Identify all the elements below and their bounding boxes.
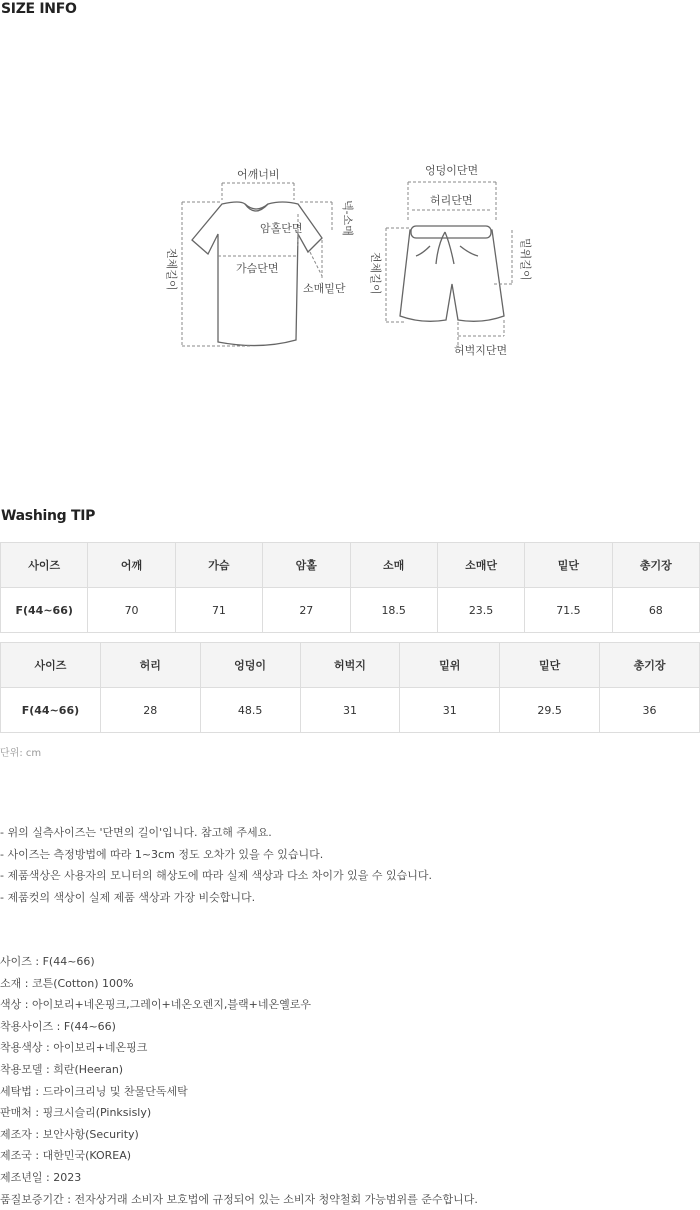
- size-info-title: SIZE INFO: [1, 1, 77, 17]
- label-shoulder: 어깨너비: [237, 168, 280, 181]
- size-diagram: [160, 160, 540, 360]
- table-header-cell: 어깨: [88, 543, 175, 588]
- label-sleeve-hem: 소매밑단: [303, 282, 346, 295]
- spec-item: 판매처 : 핑크시슬리(Pinksisly): [0, 1106, 152, 1120]
- table-cell: F(44~66): [1, 688, 101, 733]
- product-specs: [0, 951, 478, 1210]
- label-neck-sleeve: 넥-소매: [341, 200, 354, 236]
- table-cell: 31: [300, 688, 400, 733]
- table-header-cell: 소매단: [437, 543, 524, 588]
- spec-item: 세탁법 : 드라이크리닝 및 찬물단독세탁: [0, 1084, 188, 1098]
- spec-item: 품질보증기간 : 전자상거래 소비자 보호법에 규정되어 있는 소비자 청약철회 가능범위를 준수합니다.: [0, 1192, 478, 1206]
- table-cell: 18.5: [350, 588, 437, 633]
- note-item: - 위의 실측사이즈는 '단면의 길이'입니다. 참고해 주세요.: [0, 826, 272, 839]
- washing-tip-title: Washing TIP: [1, 508, 96, 524]
- table-cell: 31: [400, 688, 500, 733]
- unit-note: 단위: cm: [0, 748, 42, 759]
- bottom-size-table: [0, 642, 700, 733]
- table-header-cell: 가슴: [175, 543, 262, 588]
- table-cell: 29.5: [500, 688, 600, 733]
- spec-item: 사이즈 : F(44~66): [0, 955, 95, 968]
- table-header-cell: 암홀: [263, 543, 350, 588]
- table-cell: 68: [612, 588, 699, 633]
- spec-item: 착용색상 : 아이보리+네온핑크: [0, 1041, 148, 1055]
- spec-item: 제조국 : 대한민국(KOREA): [0, 1149, 132, 1163]
- table-row: [1, 588, 700, 633]
- shorts-illustration: [400, 226, 504, 321]
- label-waist: 허리단면: [430, 194, 473, 207]
- top-size-table: [0, 542, 700, 633]
- spec-item: 착용사이즈 : F(44~66): [0, 1019, 116, 1033]
- note-item: - 사이즈는 측정방법에 따라 1~3cm 정도 오차가 있을 수 있습니다.: [0, 847, 324, 861]
- table-cell: 71: [175, 588, 262, 633]
- table-header-cell: 사이즈: [1, 543, 88, 588]
- table-header-cell: 허벅지: [300, 643, 400, 688]
- spec-item: 제조년일 : 2023: [0, 1170, 82, 1184]
- label-armhole: 암홀단면: [260, 222, 303, 235]
- label-chest: 가슴단면: [236, 262, 279, 275]
- note-item: - 제품색상은 사용자의 모니터의 해상도에 따라 실제 색상과 다소 차이가 있을 수 있습니다.: [0, 869, 432, 883]
- table-cell: F(44~66): [1, 588, 88, 633]
- table-cell: 28: [100, 688, 200, 733]
- table-cell: 27: [263, 588, 350, 633]
- table-header-cell: 허리: [100, 643, 200, 688]
- spec-item: 색상 : 아이보리+네온핑크,그레이+네온오렌지,블랙+네온옐로우: [0, 998, 311, 1012]
- label-bottom-total-length: 전체길이: [369, 252, 382, 295]
- spec-item: 착용모델 : 희란(Heeran): [0, 1062, 124, 1076]
- label-top-total-length: 전체길이: [165, 248, 178, 291]
- label-hip: 엉덩이단면: [425, 164, 479, 177]
- label-rise: 밑위길이: [519, 238, 532, 281]
- table-cell: 48.5: [200, 688, 300, 733]
- table-header-cell: 밑단: [500, 643, 600, 688]
- table-header-row: [1, 643, 700, 688]
- table-header-cell: 밑위: [400, 643, 500, 688]
- table-header-cell: 밑단: [525, 543, 612, 588]
- table-cell: 71.5: [525, 588, 612, 633]
- table-header-cell: 엉덩이: [200, 643, 300, 688]
- table-header-cell: 사이즈: [1, 643, 101, 688]
- table-row: [1, 688, 700, 733]
- table-header-cell: 총기장: [612, 543, 699, 588]
- table-header-cell: 총기장: [600, 643, 700, 688]
- table-cell: 70: [88, 588, 175, 633]
- spec-item: 제조자 : 보안사항(Security): [0, 1127, 139, 1141]
- note-item: - 제품컷의 색상이 실제 제품 색상과 가장 비슷합니다.: [0, 891, 256, 905]
- spec-item: 소재 : 코튼(Cotton) 100%: [0, 976, 134, 990]
- table-header-cell: 소매: [350, 543, 437, 588]
- size-diagram-svg: [160, 160, 540, 360]
- notes-list: [0, 822, 432, 909]
- table-cell: 36: [600, 688, 700, 733]
- table-header-row: [1, 543, 700, 588]
- label-thigh: 허벅지단면: [454, 344, 508, 357]
- table-cell: 23.5: [437, 588, 524, 633]
